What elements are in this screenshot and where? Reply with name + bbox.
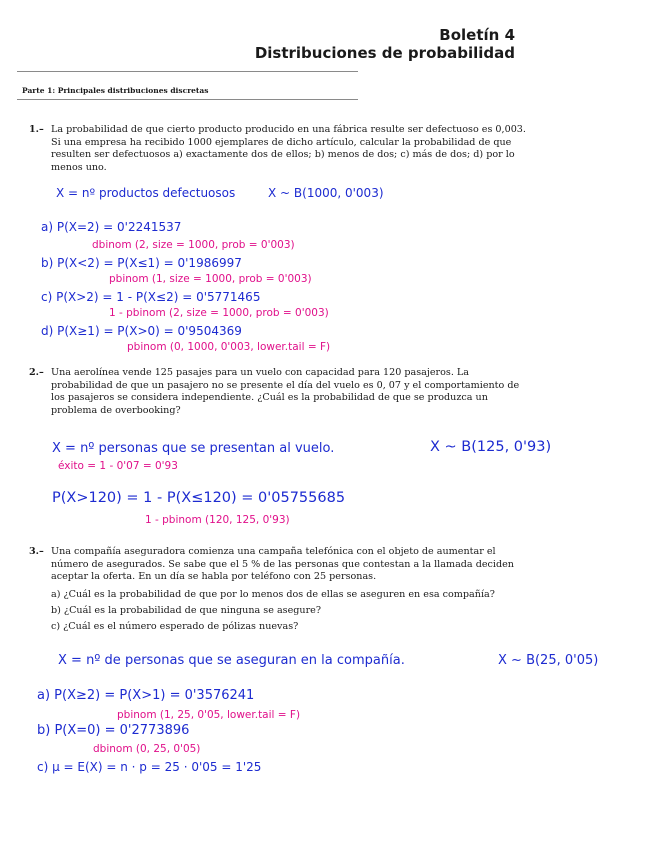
p3-definition: X = nº de personas que se aseguran en la compañía. [58,653,405,668]
problem-1-statement [29,124,531,174]
problem-3-question-b: b) ¿Cuál es la probabilidad de que ninguna se asegure? [51,605,321,616]
p3-answer-b: b) P(X=0) = 0'2773896 [37,723,190,738]
problem-3-number: 3.– [29,546,44,557]
problem-2-number: 2.– [29,367,44,378]
divider-top [17,71,358,72]
p1-distribution: X ~ B(1000, 0'003) [268,186,384,200]
document-subtitle: Distribuciones de probabilidad [254,44,515,62]
p1-definition: X = nº productos defectuosos [56,186,236,200]
p3-answer-c: c) μ = E(X) = n · p = 25 · 0'05 = 1'25 [37,760,262,774]
p3-distribution: X ~ B(25, 0'05) [498,653,599,668]
p2-definition: X = nº personas que se presentan al vuelo. [52,441,335,456]
p3-r-code-b: dbinom (0, 25, 0'05) [93,743,201,755]
p1-answer-b: b) P(X<2) = P(X≤1) = 0'1986997 [41,256,242,270]
p1-answer-d: d) P(X≥1) = P(X>0) = 0'9504369 [41,324,242,338]
problem-3-question-c: c) ¿Cuál es el número esperado de pólizas nuevas? [51,621,299,632]
document-title: Boletín 4 [439,26,515,44]
part-heading: Parte 1: Principales distribuciones discretas [22,86,209,95]
p3-answer-a: a) P(X≥2) = P(X>1) = 0'3576241 [37,688,255,703]
problem-2-text: Una aerolínea vende 125 pasajes para un vuelo con capacidad para 120 pasajeros. La probabilidad de que un pasajero no se presente el día del vuelo es 0, 07 y el comportamiento de los pasajeros se considera independiente. ¿Cuál es la probabilidad de que se produzca un problema de overbooking? [51,367,520,416]
p1-r-code-c: 1 - pbinom (2, size = 1000, prob = 0'003) [109,307,329,319]
p2-distribution: X ~ B(125, 0'93) [430,439,552,455]
p2-answer: P(X>120) = 1 - P(X≤120) = 0'05755685 [52,490,346,506]
problem-3-statement [29,546,531,584]
p3-r-code-a: pbinom (1, 25, 0'05, lower.tail = F) [117,709,301,721]
problem-1-number: 1.– [29,124,44,135]
p1-r-code-a: dbinom (2, size = 1000, prob = 0'003) [92,239,295,251]
p1-answer-c: c) P(X>2) = 1 - P(X≤2) = 0'5771465 [41,290,261,304]
problem-3-question-a: a) ¿Cuál es la probabilidad de que por lo menos dos de ellas se aseguren en esa compañía? [51,589,495,600]
p2-exito: éxito = 1 - 0'07 = 0'93 [58,460,178,472]
problem-1-text: La probabilidad de que cierto producto producido en una fábrica resulte ser defectuoso es 0,003. Si una empresa ha recibido 1000 ejemplares de dicho artículo, calcular la probabilidad de que resulten ser defectuosos a) exactamente dos de ellos; b) menos de dos; c) más de dos; d) por lo menos uno. [51,124,526,173]
p2-r-code: 1 - pbinom (120, 125, 0'93) [145,514,290,526]
p1-r-code-d: pbinom (0, 1000, 0'003, lower.tail = F) [127,341,331,353]
p1-answer-a: a) P(X=2) = 0'2241537 [41,220,182,234]
divider-bottom [17,99,358,100]
p1-r-code-b: pbinom (1, size = 1000, prob = 0'003) [109,273,312,285]
problem-3-text: Una compañía aseguradora comienza una campaña telefónica con el objeto de aumentar el número de asegurados. Se sabe que el 5 % de las personas que contestan a la llamada deciden aceptar la oferta. En un día se habla por teléfono con 25 personas. [51,546,514,582]
problem-2-statement [29,367,531,417]
